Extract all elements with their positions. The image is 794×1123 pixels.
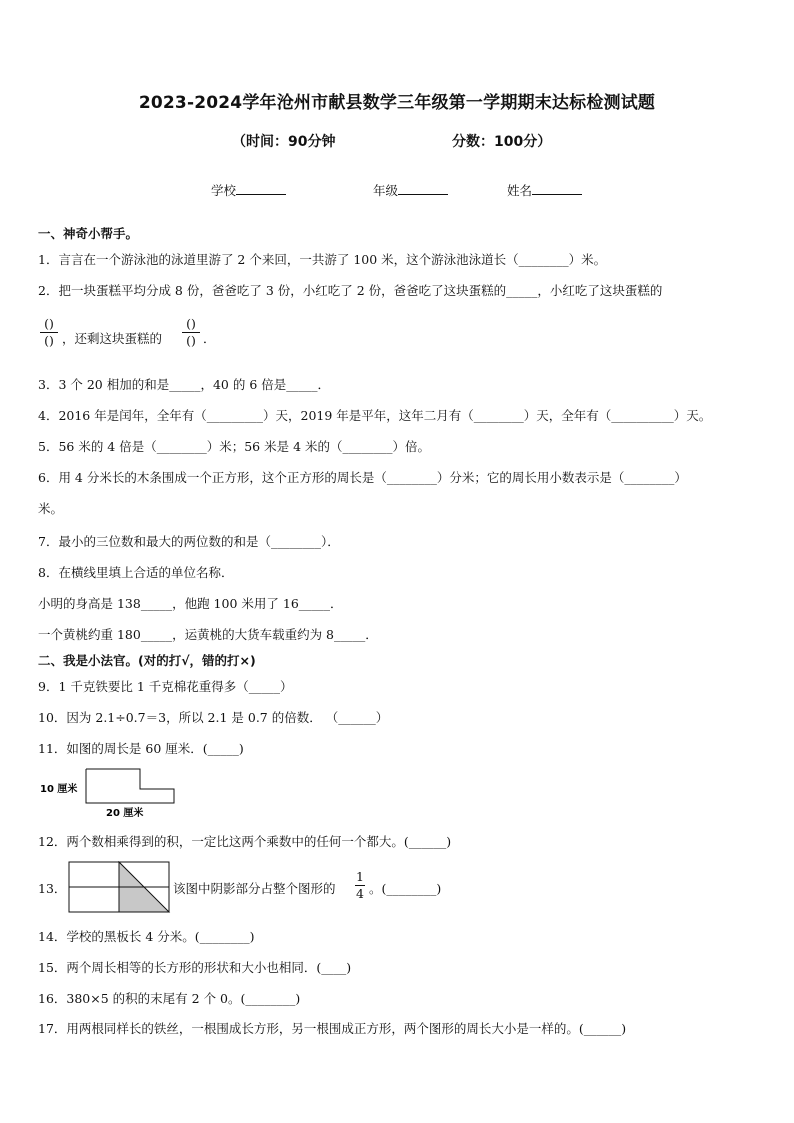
page-title: 2023-2024学年沧州市献县数学三年级第一学期期末达标检测试题 (138, 93, 656, 113)
name-blank[interactable] (532, 182, 582, 195)
question-13-text: 该图中阴影部分占整个图形的 (173, 881, 336, 896)
question-15: 15．两个周长相等的长方形的形状和大小也相同．(____) (38, 960, 352, 975)
fraction-numerator: () (44, 316, 54, 331)
exam-score: 分数：100分） (452, 134, 552, 150)
grade-blank[interactable] (398, 182, 448, 195)
question-10: 10．因为 2.1÷0.7＝3，所以 2.1 是 0.7 的倍数． （______） (38, 710, 389, 725)
question-4: 4．2016 年是闰年，全年有（_________）天，2019 年是平年，这年二月有（________）天，全年有（__________）天。 (38, 408, 712, 423)
question-2-line2: ，还剩这块蛋糕的 (62, 331, 163, 346)
question-11: 11．如图的周长是 60 厘米．(_____) (38, 741, 244, 756)
question-13-figure (68, 861, 172, 915)
question-12: 12．两个数相乘得到的积，一定比这两个乘数中的任何一个都大。(______) (38, 834, 452, 849)
school-blank[interactable] (236, 182, 286, 195)
question-8: 8．在横线里填上合适的单位名称． (38, 565, 234, 580)
question-3: 3．3 个 20 相加的和是_____，40 的 6 倍是_____． (38, 377, 331, 392)
section-1-heading: 一、神奇小帮手。 (38, 226, 139, 241)
question-1: 1．言言在一个游泳池的泳道里游了 2 个来回，一共游了 100 米，这个游泳池泳道长（________）米。 (38, 252, 607, 267)
grade-label: 年级 (373, 183, 399, 198)
fraction-denominator: () (186, 333, 196, 348)
fraction-numerator: 1 (356, 869, 364, 884)
question-9: 9．1 千克铁要比 1 千克棉花重得多（_____） (38, 679, 293, 694)
question-13-fraction (353, 869, 367, 902)
question-6-line2: 米。 (38, 501, 64, 516)
grade-field[interactable] (373, 181, 448, 199)
question-11-figure (38, 766, 188, 822)
question-8-line-a: 小明的身高是 138_____，他跑 100 米用了 16_____． (38, 596, 343, 611)
question-5: 5．56 米的 4 倍是（________）米；56 米是 4 米的（________）倍。 (38, 439, 431, 454)
section-2-heading: 二、我是小法官。(对的打√，错的打×) (38, 653, 256, 668)
question-2-end: ． (203, 331, 216, 346)
question-13-number: 13． (38, 881, 67, 896)
question-7: 7．最小的三位数和最大的两位数的和是（________）． (38, 534, 340, 549)
fraction-numerator: () (186, 316, 196, 331)
question-6-line1: 6．用 4 分米长的木条围成一个正方形，这个正方形的周长是（________）分米；它的周长用小数表示是（________） (38, 470, 687, 485)
fraction-denominator: () (44, 333, 54, 348)
question-13-tail: 。(________) (369, 881, 442, 896)
exam-time: （时间：90分钟 (232, 134, 336, 150)
bottom-length-label: 20 厘米 (106, 808, 144, 819)
question-2-fraction-1[interactable] (38, 316, 60, 349)
l-shape-outline (86, 769, 174, 803)
question-16: 16．380×5 的积的末尾有 2 个 0。(________) (38, 991, 301, 1006)
question-17: 17．用两根同样长的铁丝，一根围成长方形，另一根围成正方形，两个图形的周长大小是一样的。(______) (38, 1021, 627, 1036)
question-14: 14．学校的黑板长 4 分米。(________) (38, 929, 255, 944)
school-label: 学校 (211, 183, 237, 198)
name-field[interactable] (507, 181, 582, 199)
school-field[interactable] (211, 181, 286, 199)
question-8-line-b: 一个黄桃约重 180_____，运黄桃的大货车载重约为 8_____． (38, 627, 378, 642)
left-length-label: 10 厘米 (40, 784, 78, 795)
question-2-fraction-2[interactable] (180, 316, 202, 349)
name-label: 姓名 (507, 183, 533, 198)
fraction-denominator: 4 (356, 886, 364, 901)
question-2-line1: 2．把一块蛋糕平均分成 8 份，爸爸吃了 3 份，小红吃了 2 份，爸爸吃了这块蛋糕的_____，小红吃了这块蛋糕的 (38, 283, 663, 298)
